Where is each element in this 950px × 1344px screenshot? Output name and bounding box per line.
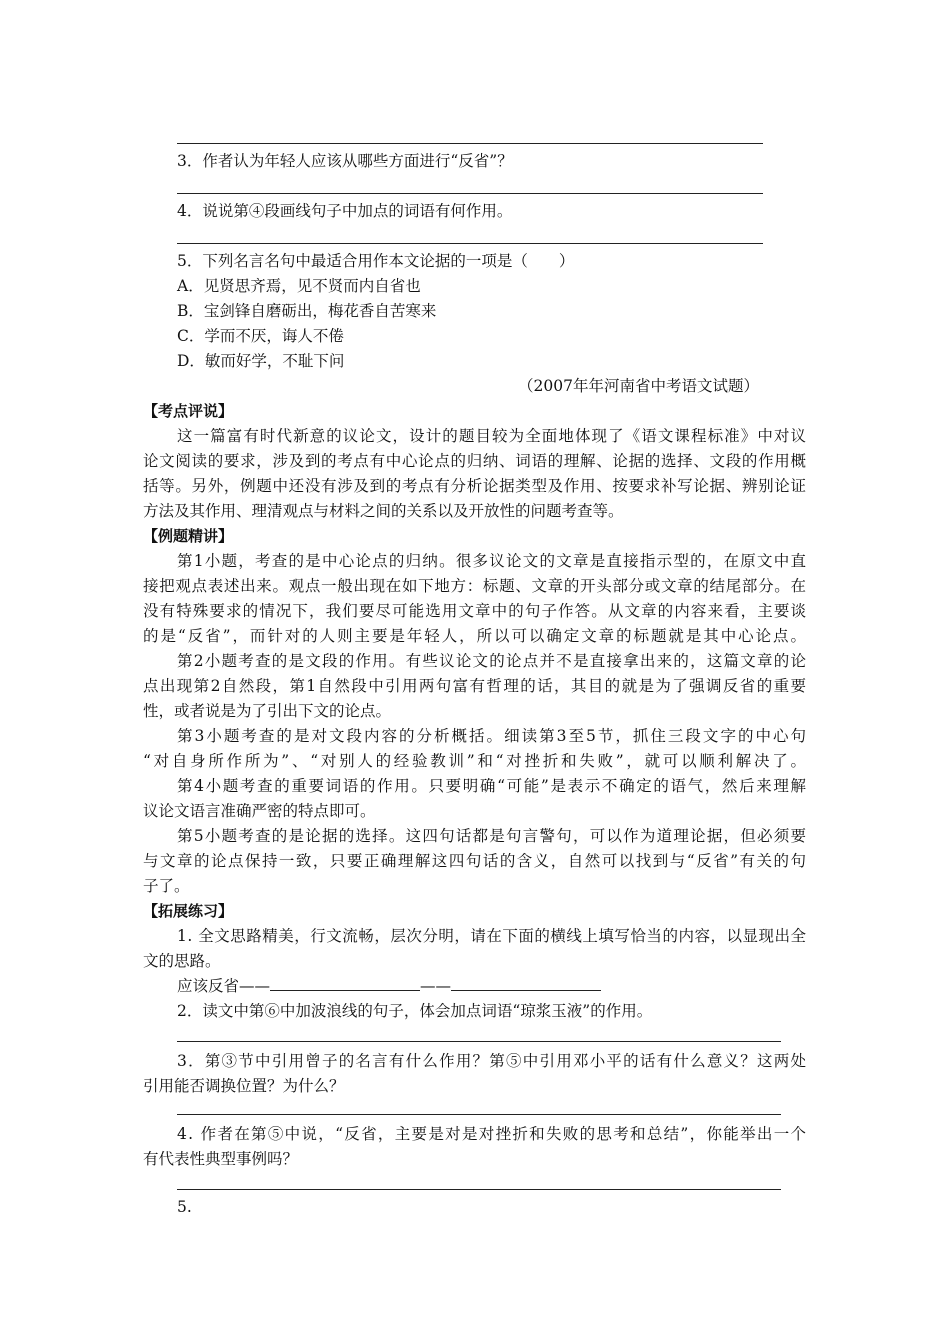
paragraph-line: 第3小题考查的是对文段内容的分析概括。细读第3至5节，抓住三段文字的中心句 xyxy=(177,727,808,745)
exercise-1-line: 1. 全文思路精美，行文流畅，层次分明，请在下面的横线上填写恰当的内容，以显现出全 xyxy=(177,927,807,945)
source-citation: （2007年年河南省中考语文试题） xyxy=(518,377,759,395)
section-heading-liti: 【例题精讲】 xyxy=(143,527,234,545)
exercise-3-line: 3．第③节中引用曾子的名言有什么作用？第⑤中引用邓小平的话有什么意义？这两处 xyxy=(177,1052,808,1070)
section-heading-kaodian: 【考点评说】 xyxy=(143,402,234,420)
paragraph-line: 与文章的论点保持一致，只要正确理解这四句话的含义，自然可以找到与“反省”有关的句 xyxy=(143,852,808,870)
fill-blank[interactable] xyxy=(451,976,601,991)
exercise-1-line: 文的思路。 xyxy=(143,952,221,970)
exercise-5: 5. xyxy=(177,1198,192,1216)
paragraph-line: 第2小题考查的是文段的作用。有些议论文的论点并不是直接拿出来的，这篇文章的论 xyxy=(177,652,808,670)
exercise-4-line: 有代表性典型事例吗？ xyxy=(143,1150,299,1168)
paragraph-line: 这一篇富有时代新意的议论文，设计的题目较为全面地体现了《语文课程标准》中对议 xyxy=(177,427,808,445)
answer-line xyxy=(177,193,763,194)
paragraph-line: 第1小题，考查的是中心论点的归纳。很多议论文的文章是直接指示型的，在原文中直 xyxy=(177,552,808,570)
question-5: 5．下列名言名句中最适合用作本文论据的一项是（ ） xyxy=(177,252,575,270)
paragraph-line: 的是“反省”，而针对的人则主要是年轻人，所以可以确定文章的标题就是其中心论点。 xyxy=(143,627,808,645)
paragraph-line: 接把观点表述出来。观点一般出现在如下地方：标题、文章的开头部分或文章的结尾部分。在 xyxy=(143,577,807,595)
paragraph-line: 性，或者说是为了引出下文的论点。 xyxy=(143,702,392,720)
paragraph-line: 第4小题考查的重要词语的作用。只要明确“可能”是表示不确定的语气，然后来理解 xyxy=(177,777,808,795)
fill-dash: —— xyxy=(420,977,452,995)
exercise-2: 2．读文中第⑥中加波浪线的句子，体会加点词语“琼浆玉液”的作用。 xyxy=(177,1002,653,1020)
paragraph-line: 论文阅读的要求，涉及到的考点有中心论点的归纳、词语的理解、论据的选择、文段的作用概 xyxy=(143,452,807,470)
paragraph-line: 议论文语言准确严密的特点即可。 xyxy=(143,802,376,820)
answer-line xyxy=(177,1114,781,1115)
question-3: 3．作者认为年轻人应该从哪些方面进行“反省”？ xyxy=(177,152,513,170)
answer-line xyxy=(177,1041,781,1042)
answer-line xyxy=(177,143,763,144)
answer-line xyxy=(177,243,763,244)
paragraph-line: 子了。 xyxy=(143,877,190,895)
fill-blank[interactable] xyxy=(270,976,420,991)
question-4: 4．说说第④段画线句子中加点的词语有何作用。 xyxy=(177,202,513,220)
paragraph-line: 方法及其作用、理清观点与材料之间的关系以及开放性的问题考查等。 xyxy=(143,502,624,520)
paragraph-line: 括等。另外，例题中还没有涉及到的考点有分析论据类型及作用、按要求补写论据、辨别论证 xyxy=(143,477,807,495)
paragraph-line: “对自身所作所为”、“对别人的经验教训”和“对挫折和失败”，就可以顺利解决了。 xyxy=(143,752,809,770)
paragraph-line: 没有特殊要求的情况下，我们要尽可能选用文章中的句子作答。从文章的内容来看，主要谈 xyxy=(143,602,808,620)
option-c: C．学而不厌，诲人不倦 xyxy=(177,327,344,345)
exercise-4-line: 4. 作者在第⑤中说，“反省，主要是对是对挫折和失败的思考和总结”，你能举出一个 xyxy=(177,1125,808,1143)
fill-prefix: 应该反省—— xyxy=(177,977,271,995)
exercise-3-line: 引用能否调换位置？为什么？ xyxy=(143,1077,345,1095)
fill-in-row xyxy=(177,976,601,996)
paragraph-line: 点出现第2自然段，第1自然段中引用两句富有哲理的话，其目的就是为了强调反省的重要 xyxy=(143,677,808,695)
option-a: A．见贤思齐焉，见不贤而内自省也 xyxy=(177,277,421,295)
answer-line xyxy=(177,1189,781,1190)
option-d: D．敏而好学，不耻下问 xyxy=(177,352,345,370)
section-heading-tuozhan: 【拓展练习】 xyxy=(143,902,234,920)
option-b: B．宝剑锋自磨砺出，梅花香自苦寒来 xyxy=(177,302,437,320)
paragraph-line: 第5小题考查的是论据的选择。这四句话都是句言警句，可以作为道理论据，但必须要 xyxy=(177,827,808,845)
